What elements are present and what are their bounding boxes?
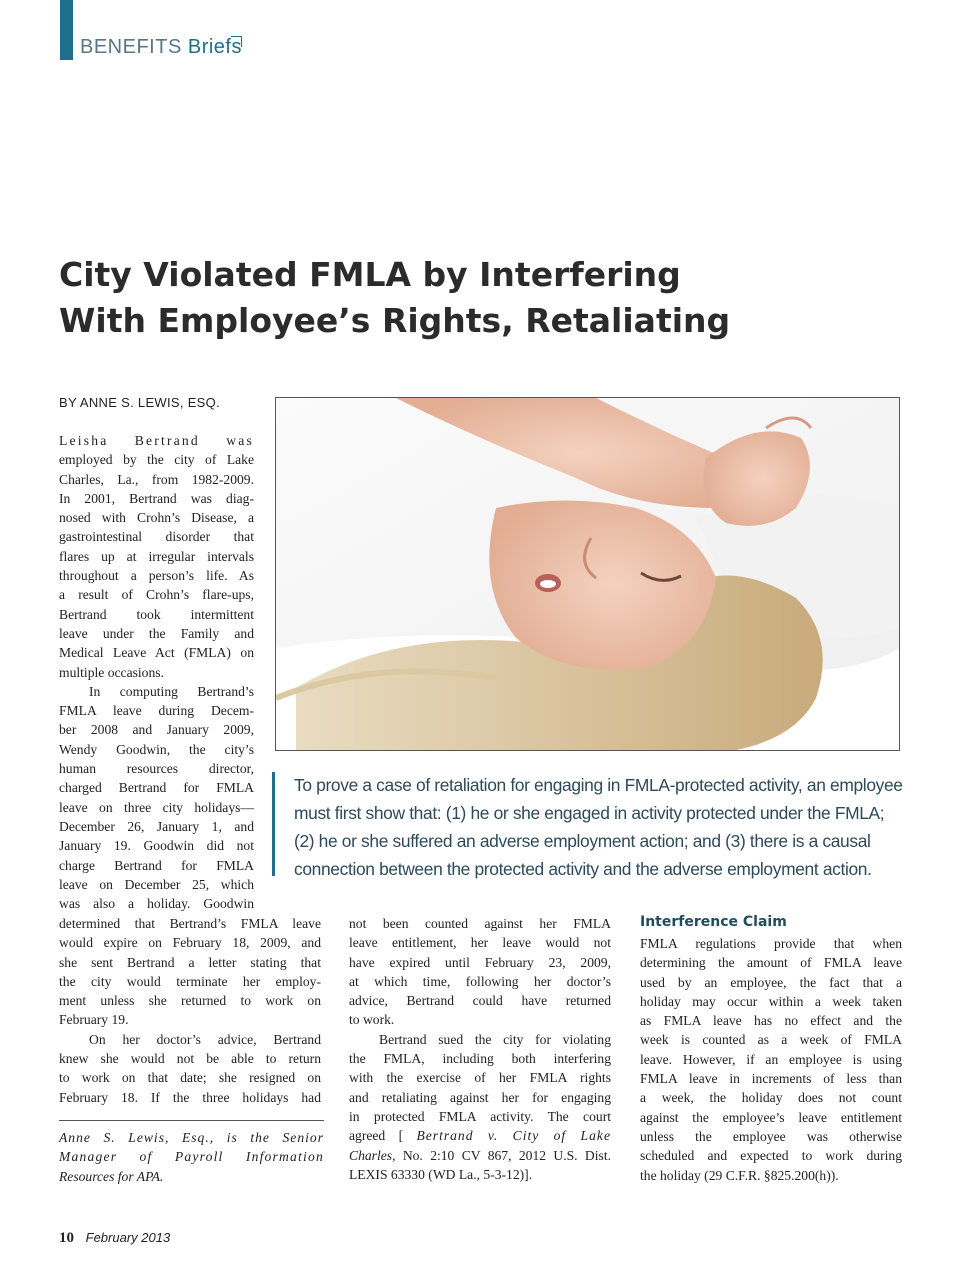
body-line: holiday may occur within a week taken: [640, 993, 902, 1009]
pull-quote-line: connection between the protected activity and the adverse employment action.: [294, 859, 872, 879]
body-line: and retaliating against her for engaging: [349, 1089, 611, 1105]
bio-line: Resources for APA.: [59, 1168, 164, 1184]
body-line: a result of Crohn’s flare-ups,: [59, 587, 254, 603]
citation: , No. 2:10 CV 867, 2012 U.S. Dist.: [392, 1147, 611, 1163]
photo-illustration: [276, 398, 899, 750]
page-number: 10: [59, 1230, 74, 1246]
body-line: not been counted against her FMLA: [349, 916, 611, 931]
body-line: against the employee’s leave entitlement: [640, 1109, 902, 1125]
body-line: ment unless she returned to work on: [59, 993, 321, 1009]
byline: BY ANNE S. LEWIS, ESQ.: [59, 395, 220, 410]
body-line: knew she would not be able to return: [59, 1051, 321, 1067]
body-line: LEXIS 63330 (WD La., 5-3-12)].: [349, 1166, 533, 1182]
body-line: the city would terminate her employ-: [59, 973, 321, 989]
body-line: FMLA regulations provide that when: [640, 936, 902, 951]
body-line: employed by the city of Lake: [59, 452, 254, 468]
body-line: January 19. Goodwin did not: [59, 838, 254, 854]
citation-lead: agreed [: [349, 1128, 404, 1144]
body-line: On her doctor’s advice, Bertrand: [89, 1031, 321, 1047]
section-header-word2: Briefs: [187, 36, 242, 58]
article-column-3: [640, 934, 902, 1185]
body-line: advice, Bertrand could have returned: [349, 993, 611, 1009]
body-line: [349, 1146, 611, 1165]
pull-quote-bar: [272, 772, 275, 876]
body-line: gastrointestinal disorder that: [59, 529, 254, 545]
body-line: leave. However, if an employee is using: [640, 1051, 902, 1067]
body-line: leave under the Family and: [59, 625, 254, 641]
woman-resting-photo: [275, 397, 900, 751]
title-line: With Employee’s Rights, Retaliating: [59, 301, 731, 340]
body-line: February 18. If the three holidays had: [59, 1089, 321, 1105]
bio-line: Anne S. Lewis, Esq., is the Senior: [59, 1130, 324, 1145]
section-accent-bar: [60, 0, 73, 60]
body-line: December 26, January 1, and: [59, 818, 254, 834]
case-name-cont: Charles: [349, 1147, 393, 1163]
body-line: scheduled and expected to work during: [640, 1148, 902, 1164]
body-line: the FMLA, including both interfering: [349, 1051, 611, 1067]
body-line: throughout a person’s life. As: [59, 568, 254, 584]
body-line: human resources director,: [59, 761, 254, 777]
body-line: as FMLA leave has no effect and the: [640, 1013, 902, 1029]
body-line: determined that Bertrand’s FMLA leave: [59, 916, 321, 931]
body-line: Charles, La., from 1982-2009.: [59, 471, 254, 487]
body-line: charged Bertrand for FMLA: [59, 780, 254, 796]
body-line: Leisha Bertrand was: [59, 433, 254, 448]
body-line: to work.: [349, 1012, 395, 1028]
body-line: February 19.: [59, 1012, 129, 1028]
bio-line: Manager of Payroll Information: [59, 1149, 324, 1165]
body-line: Bertrand took intermittent: [59, 606, 254, 622]
body-line: leave on three city holidays—: [59, 799, 254, 815]
pull-quote: [294, 771, 903, 883]
body-line: used by an employee, the fact that a: [640, 974, 902, 990]
body-line: would expire on February 18, 2009, and: [59, 935, 321, 951]
body-line: a week, the holiday does not count: [640, 1090, 902, 1106]
body-line: In 2001, Bertrand was diag-: [59, 490, 254, 506]
pull-quote-line: must first show that: (1) he or she engaged in activity protected under the FMLA;: [294, 803, 885, 823]
body-line: was also a holiday. Goodwin: [59, 896, 254, 912]
issue-date: February 2013: [85, 1230, 171, 1245]
body-line: ber 2008 and January 2009,: [59, 722, 254, 738]
page-footer: [59, 1230, 170, 1247]
body-line: flares up at irregular intervals: [59, 548, 254, 564]
body-line: leave entitlement, her leave would not: [349, 935, 611, 951]
article-column-1-bottom: [59, 914, 321, 1107]
article-column-2: [349, 914, 611, 1184]
body-line: In computing Bertrand’s: [89, 683, 254, 699]
case-name: Bertrand v. City of Lake: [416, 1128, 611, 1144]
body-line: at which time, following her doctor’s: [349, 973, 611, 989]
body-line: FMLA leave in increments of less than: [640, 1071, 902, 1087]
pull-quote-line: To prove a case of retaliation for engaging in FMLA-protected activity, an employee: [294, 775, 903, 795]
pull-quote-line: (2) he or she suffered an adverse employment action; and (3) there is a causal: [294, 831, 871, 851]
section-header-word1: BENEFITS: [80, 36, 182, 58]
title-line: City Violated FMLA by Interfering: [59, 255, 681, 294]
body-line: have expired until February 23, 2009,: [349, 954, 611, 970]
article-title: [59, 252, 919, 344]
author-bio: [59, 1128, 324, 1186]
body-line: the holiday (29 C.F.R. §825.200(h)).: [640, 1167, 839, 1183]
body-line: in protected FMLA activity. The court: [349, 1108, 611, 1124]
subheading-interference-claim: Interference Claim: [640, 914, 787, 930]
corner-bracket-icon: [231, 36, 242, 47]
body-line: to work on that date; she resigned on: [59, 1070, 321, 1086]
body-line: with the exercise of her FMLA rights: [349, 1070, 611, 1086]
body-line: FMLA leave during Decem-: [59, 703, 254, 719]
body-line: [349, 1126, 611, 1145]
body-line: Wendy Goodwin, the city’s: [59, 741, 254, 757]
body-line: charge Bertrand for FMLA: [59, 857, 254, 873]
body-line: multiple occasions.: [59, 664, 164, 680]
body-line: week is counted as a week of FMLA: [640, 1032, 902, 1048]
body-line: leave on December 25, which: [59, 876, 254, 892]
section-header: [80, 36, 242, 59]
body-line: determining the amount of FMLA leave: [640, 955, 902, 971]
bio-divider: [59, 1120, 324, 1121]
article-column-1-top: [59, 431, 254, 913]
body-line: nosed with Crohn’s Disease, a: [59, 510, 254, 526]
body-line: she sent Bertrand a letter stating that: [59, 954, 321, 970]
body-line: Bertrand sued the city for violating: [379, 1031, 611, 1047]
body-line: Medical Leave Act (FMLA) on: [59, 645, 254, 661]
body-line: unless the employee was otherwise: [640, 1128, 902, 1144]
